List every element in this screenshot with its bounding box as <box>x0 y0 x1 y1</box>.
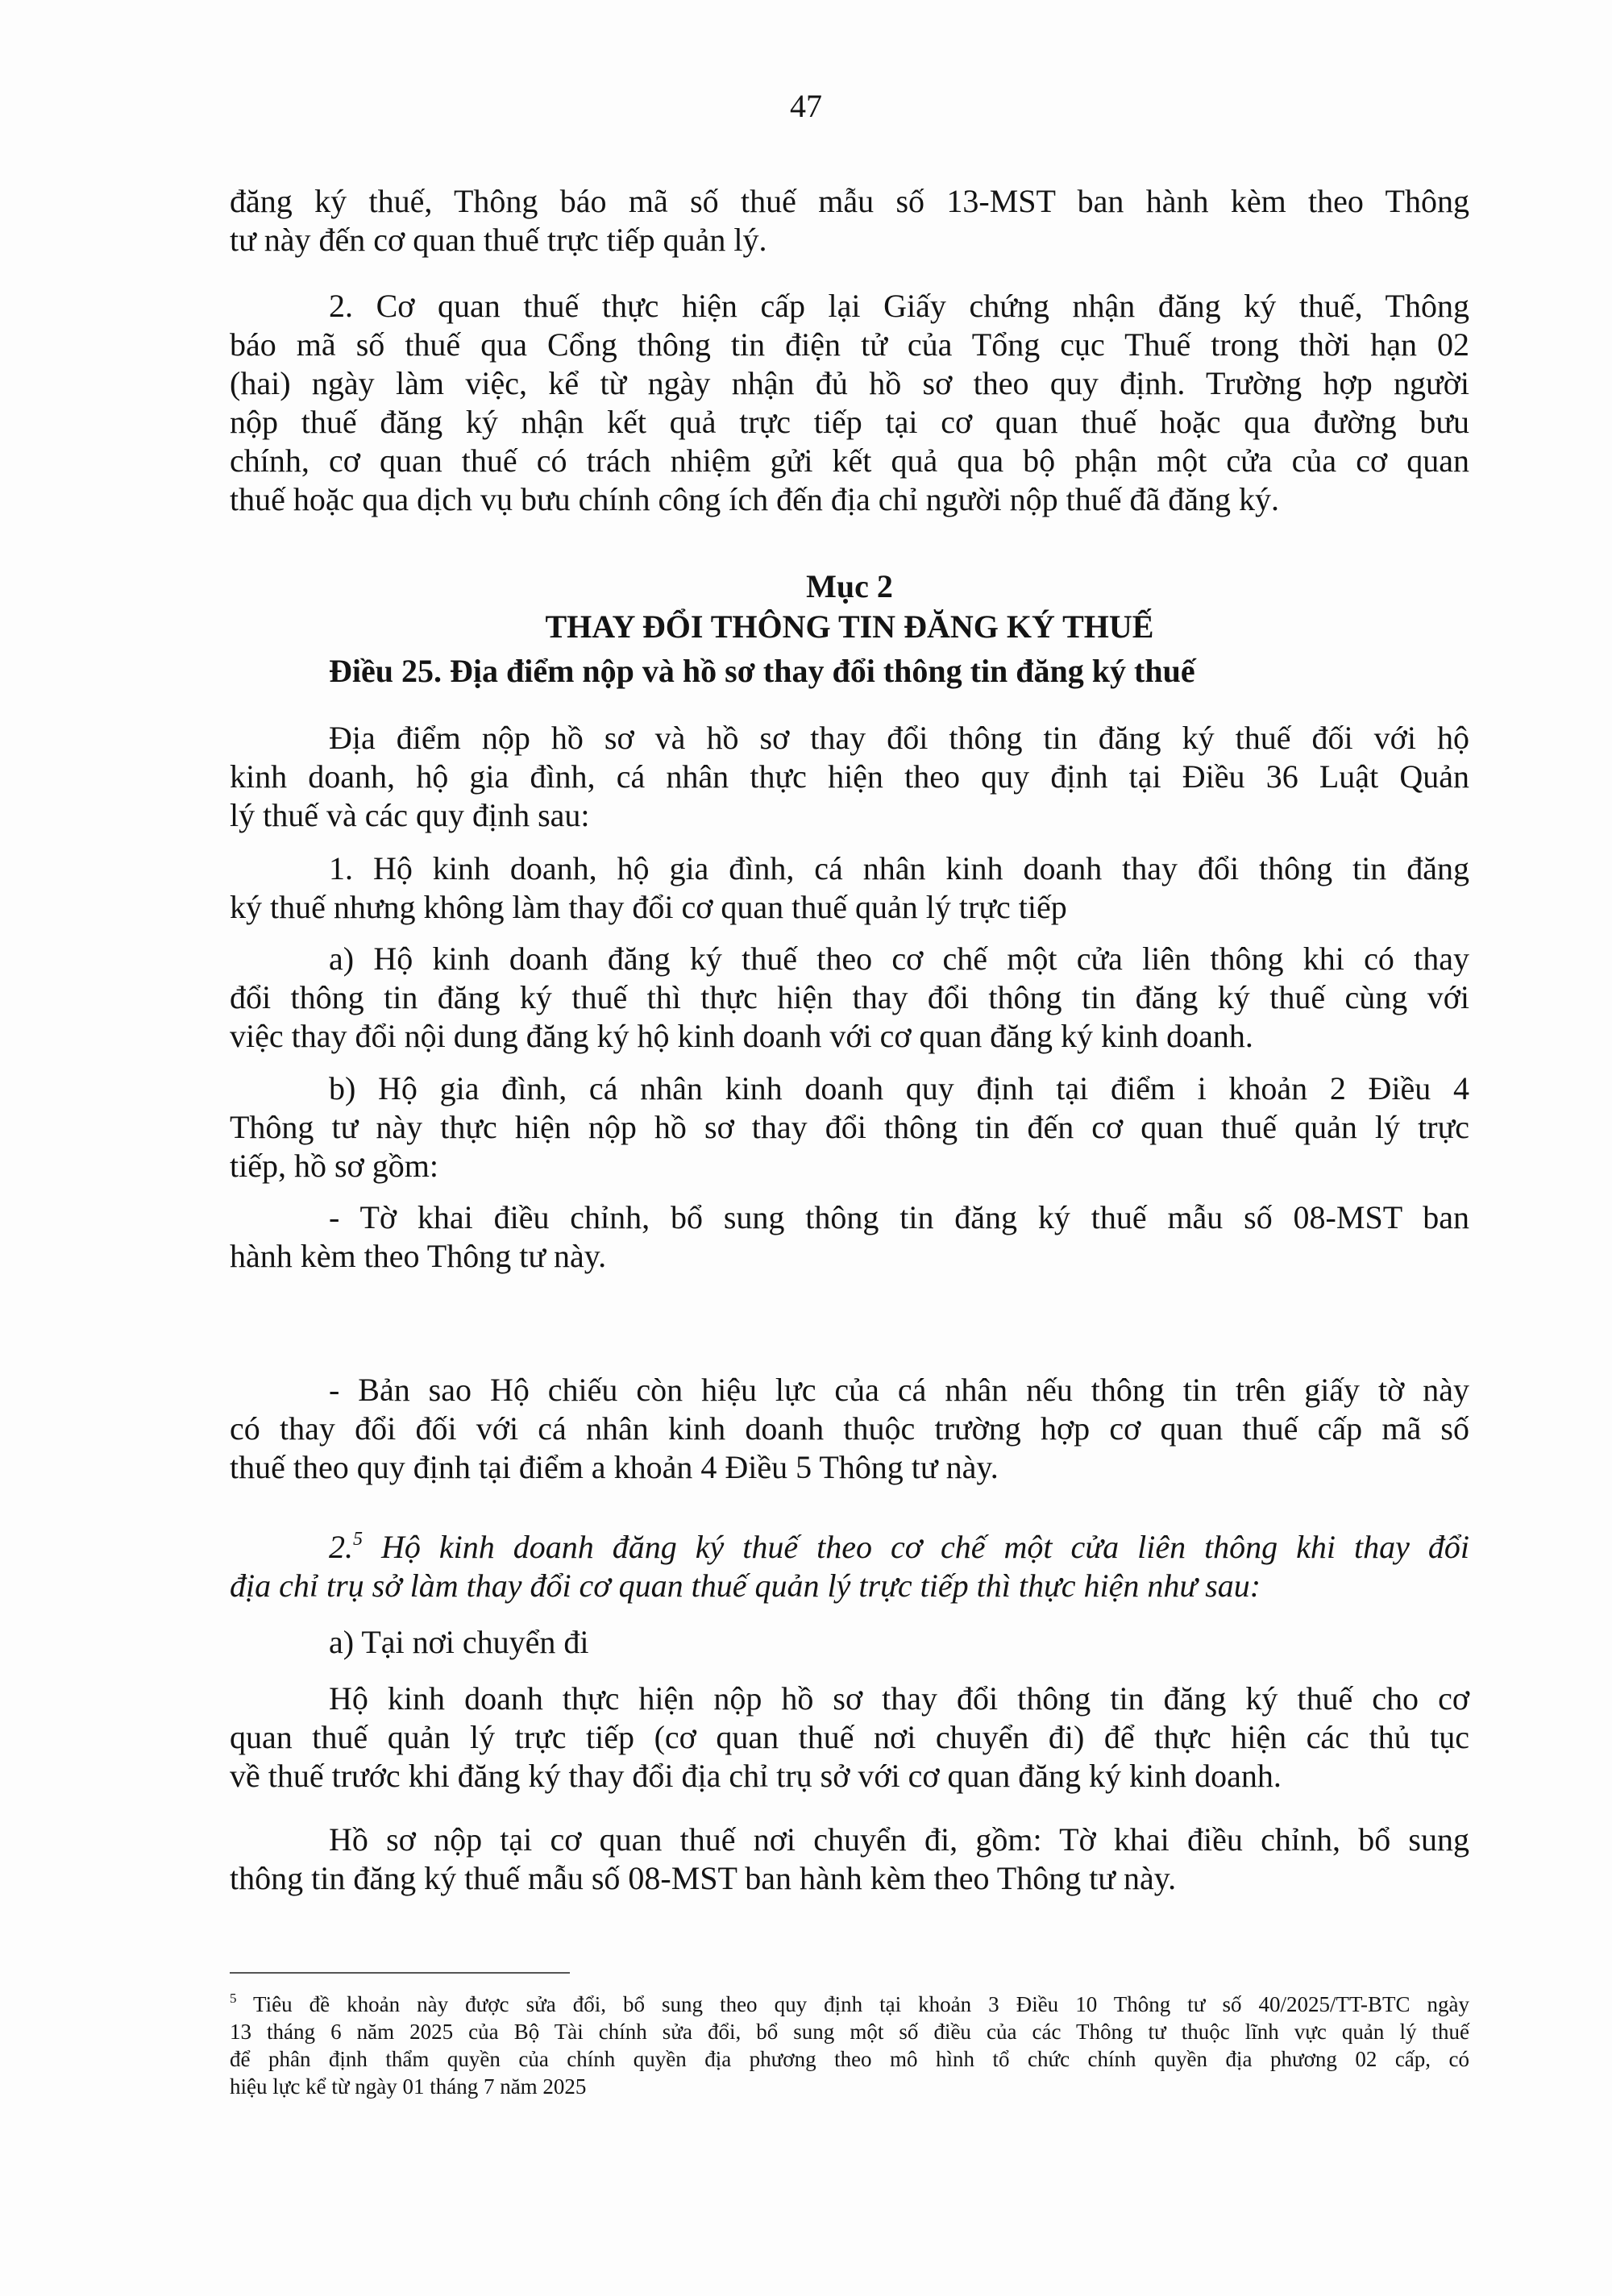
text-line: thuế theo quy định tại điểm a khoản 4 Điều 5 Thông tư này. <box>230 1449 999 1485</box>
section-label: Mục 2 <box>806 568 893 604</box>
footnote <box>230 1991 1469 2100</box>
page-number: 47 <box>790 88 822 124</box>
text-line: tư này đến cơ quan thuế trực tiếp quản lý. <box>230 222 767 258</box>
text-line: đăng ký thuế, Thông báo mã số thuế mẫu số 13-MST ban hành kèm theo Thông <box>230 183 1469 219</box>
text-line: có thay đổi đối với cá nhân kinh doanh thuộc trường hợp cơ quan thuế cấp mã số <box>230 1410 1469 1447</box>
text-line <box>230 1528 1469 1567</box>
paragraph-intro <box>230 719 1469 835</box>
paragraph-origin-dossier <box>230 1821 1469 1898</box>
text-line: thông tin đăng ký thuế mẫu số 08-MST ban hành kèm theo Thông tư này. <box>230 1860 1177 1896</box>
text-line: việc thay đổi nội dung đăng ký hộ kinh doanh với cơ quan đăng ký kinh doanh. <box>230 1018 1253 1054</box>
text-line: tiếp, hồ sơ gồm: <box>230 1148 438 1184</box>
text-line: ký thuế nhưng không làm thay đổi cơ quan thuế quản lý trực tiếp <box>230 889 1067 925</box>
text-line: Địa điểm nộp hồ sơ và hồ sơ thay đổi thông tin đăng ký thuế đối với hộ <box>329 720 1469 756</box>
footnote-separator <box>230 1972 570 1974</box>
text-line: Hộ kinh doanh thực hiện nộp hồ sơ thay đổi thông tin đăng ký thuế cho cơ <box>329 1680 1469 1717</box>
paragraph-clause-2 <box>230 287 1469 519</box>
text-line: - Tờ khai điều chỉnh, bổ sung thông tin đăng ký thuế mẫu số 08-MST ban <box>329 1199 1469 1235</box>
text-line: quan thuế quản lý trực tiếp (cơ quan thuế nơi chuyển đi) để thực hiện các thủ tục <box>230 1719 1469 1755</box>
text-line: lý thuế và các quy định sau: <box>230 797 590 833</box>
paragraph-point-a <box>230 940 1469 1056</box>
text-line: (hai) ngày làm việc, kể từ ngày nhận đủ hồ sơ theo quy định. Trường hợp người <box>230 365 1469 401</box>
text-line: Thông tư này thực hiện nộp hồ sơ thay đổi thông tin đến cơ quan thuế quản lý trực <box>230 1109 1469 1145</box>
text-line: nộp thuế đăng ký nhận kết quả trực tiếp tại cơ quan thuế hoặc qua đường bưu <box>230 404 1469 440</box>
paragraph-dash-item <box>230 1198 1469 1276</box>
text-line: b) Hộ gia đình, cá nhân kinh doanh quy định tại điểm i khoản 2 Điều 4 <box>329 1070 1469 1106</box>
text-line: chính, cơ quan thuế có trách nhiệm gửi kết quả qua bộ phận một cửa của cơ quan <box>230 442 1469 479</box>
footnote-line <box>230 1991 1469 2018</box>
footnote-line: hiệu lực kể từ ngày 01 tháng 7 năm 2025 <box>230 2074 587 2099</box>
text-line: Hồ sơ nộp tại cơ quan thuế nơi chuyển đi, gồm: Tờ khai điều chỉnh, bổ sung <box>329 1821 1469 1858</box>
text-line: thuế hoặc qua dịch vụ bưu chính công ích đến địa chỉ người nộp thuế đã đăng ký. <box>230 481 1279 517</box>
article-title: Điều 25. Địa điểm nộp và hồ sơ thay đổi thông tin đăng ký thuế <box>329 653 1195 689</box>
footnote-mark: 5 <box>230 1991 237 2006</box>
text-line: 2. Cơ quan thuế thực hiện cấp lại Giấy chứng nhận đăng ký thuế, Thông <box>329 288 1469 324</box>
footnote-reference[interactable]: 5 <box>353 1529 363 1550</box>
footnote-line: 13 tháng 6 năm 2025 của Bộ Tài chính sửa đổi, bổ sung một số điều của các Thông tư thuộc lĩnh vực quản lý thuế <box>230 2020 1469 2044</box>
paragraph-dash-item <box>230 1371 1469 1487</box>
footnote-line: để phân định thẩm quyền của chính quyền địa phương theo mô hình tổ chức chính quyền địa phương 02 cấp, có <box>230 2047 1469 2071</box>
text-line: - Bản sao Hộ chiếu còn hiệu lực của cá nhân nếu thông tin trên giấy tờ này <box>329 1372 1469 1408</box>
clause-text: Hộ kinh doanh đăng ký thuế theo cơ chế một cửa liên thông khi thay đổi <box>381 1529 1469 1565</box>
text-line: địa chỉ trụ sở làm thay đổi cơ quan thuế quản lý trực tiếp thì thực hiện như sau: <box>230 1567 1261 1604</box>
text-line: a) Hộ kinh doanh đăng ký thuế theo cơ chế một cửa liên thông khi có thay <box>329 940 1469 977</box>
footnote-text: Tiêu đề khoản này được sửa đổi, bổ sung theo quy định tại khoản 3 Điều 10 Thông tư số 40/2025/TT-BTC ngày <box>253 1992 1470 2016</box>
clause-number: 2. <box>329 1529 353 1565</box>
paragraph-point-b <box>230 1069 1469 1185</box>
text-line: kinh doanh, hộ gia đình, cá nhân thực hiện theo quy định tại Điều 36 Luật Quản <box>230 758 1469 795</box>
text-line: a) Tại nơi chuyển đi <box>329 1624 589 1660</box>
paragraph-point-a-origin <box>230 1623 1469 1662</box>
text-line: báo mã số thuế qua Cổng thông tin điện tử của Tổng cục Thuế trong thời hạn 02 <box>230 326 1469 363</box>
paragraph-continuation <box>230 182 1469 259</box>
paragraph-origin-procedure <box>230 1679 1469 1796</box>
text-line: hành kèm theo Thông tư này. <box>230 1238 607 1274</box>
text-line: 1. Hộ kinh doanh, hộ gia đình, cá nhân kinh doanh thay đổi thông tin đăng <box>329 850 1469 886</box>
section-title: THAY ĐỔI THÔNG TIN ĐĂNG KÝ THUẾ <box>545 608 1154 645</box>
paragraph-clause-1 <box>230 849 1469 927</box>
text-line: đổi thông tin đăng ký thuế thì thực hiện thay đổi thông tin đăng ký thuế cùng với <box>230 979 1469 1015</box>
paragraph-clause-2-italic <box>230 1528 1469 1605</box>
text-line: về thuế trước khi đăng ký thay đổi địa chỉ trụ sở với cơ quan đăng ký kinh doanh. <box>230 1758 1282 1794</box>
